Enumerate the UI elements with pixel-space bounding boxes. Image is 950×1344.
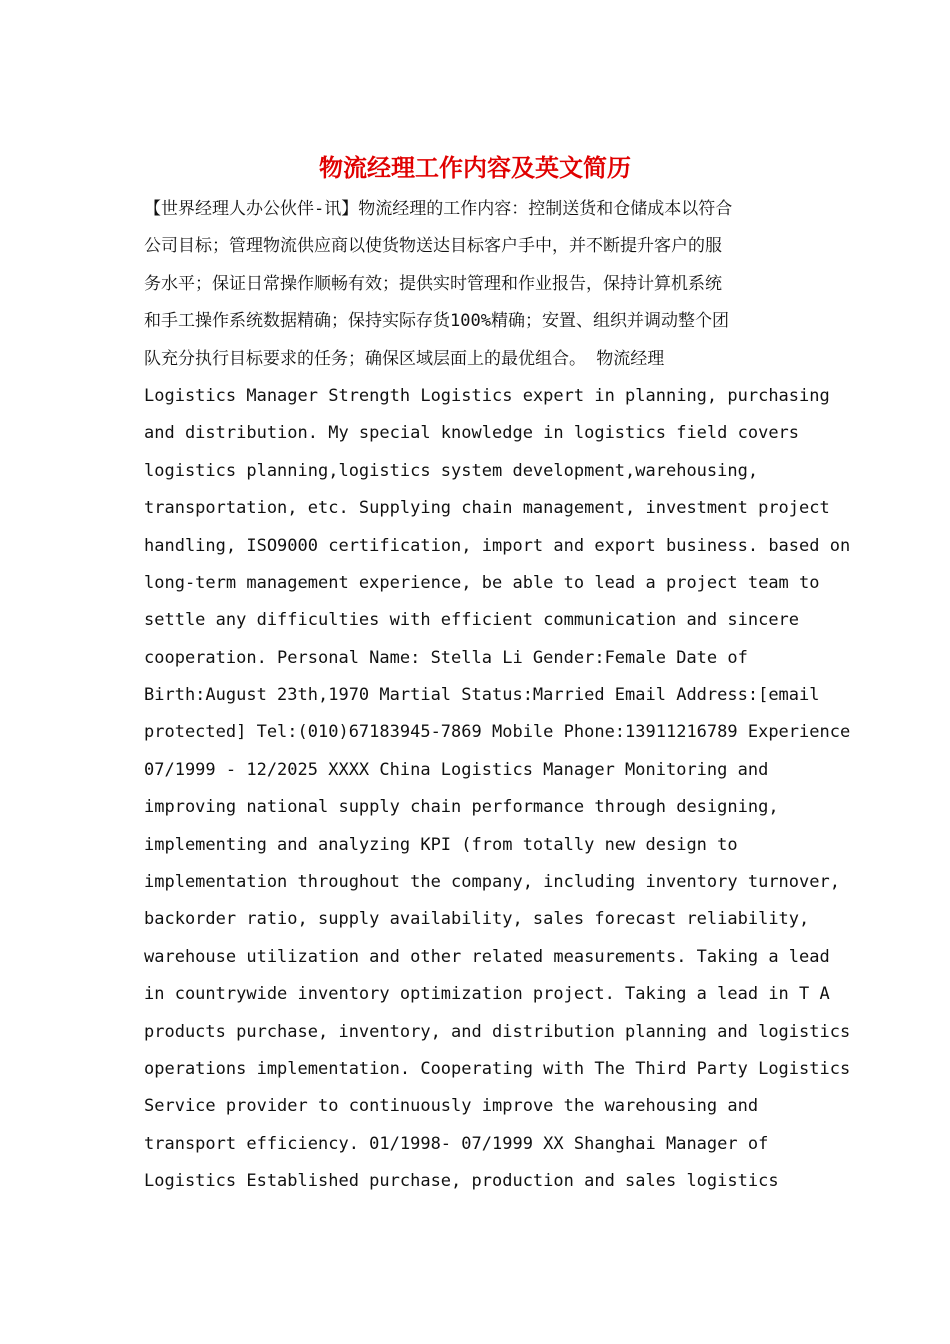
body-line: Service provider to continuously improve the warehousing and	[144, 1096, 759, 1117]
body-line: 【世界经理人办公伙伴-讯】物流经理的工作内容：控制送货和仓储成本以符合	[144, 199, 733, 219]
body-line: cooperation. Personal Name: Stella Li Gender:Female Date of	[144, 647, 748, 668]
body-line: protected] Tel:(010)67183945-7869 Mobile Phone:13911216789 Experience	[144, 722, 851, 743]
body-line: products purchase, inventory, and distribution planning and logistics	[144, 1021, 851, 1042]
body-line: Logistics Established purchase, production and sales logistics	[144, 1171, 779, 1192]
body-line: settle any difficulties with efficient communication and sincere	[144, 610, 800, 631]
body-line: and distribution. My special knowledge in logistics field covers	[144, 423, 800, 444]
body-line: backorder ratio, supply availability, sales forecast reliability,	[144, 909, 810, 930]
body-line: Logistics Manager Strength Logistics expert in planning, purchasing	[144, 385, 830, 406]
body-line: handling, ISO9000 certification, import and export business. based on	[144, 535, 851, 556]
body-line: logistics planning,logistics system development,warehousing,	[144, 460, 759, 481]
body-line: transportation, etc. Supplying chain management, investment project	[144, 498, 830, 519]
body-line: 队充分执行目标要求的任务；确保区域层面上的最优组合。 物流经理	[144, 348, 665, 369]
body-line: long-term management experience, be able to lead a project team to	[144, 572, 820, 593]
body-line: improving national supply chain performance through designing,	[144, 797, 779, 818]
body-line: 和手工操作系统数据精确；保持实际存货100%精确；安置、组织并调动整个团	[144, 311, 729, 332]
body-line: 务水平；保证日常操作顺畅有效；提供实时管理和作业报告，保持计算机系统	[144, 273, 722, 294]
document-body	[144, 191, 851, 1201]
body-line: transport efficiency. 01/1998- 07/1999 XX Shanghai Manager of	[144, 1133, 769, 1154]
body-line: 公司目标；管理物流供应商以使货物送达目标客户手中，并不断提升客户的服	[144, 236, 722, 257]
body-line: implementation throughout the company, including inventory turnover,	[144, 872, 840, 893]
body-line: operations implementation. Cooperating with The Third Party Logistics	[144, 1058, 851, 1079]
body-line: Birth:August 23th,1970 Martial Status:Married Email Address:[email	[144, 685, 820, 706]
body-line: implementing and analyzing KPI (from totally new design to	[144, 834, 738, 855]
body-line: warehouse utilization and other related measurements. Taking a lead	[144, 946, 830, 967]
body-line: in countrywide inventory optimization project. Taking a lead in T A	[144, 984, 830, 1005]
body-line: 07/1999 - 12/2025 XXXX China Logistics Manager Monitoring and	[144, 759, 769, 780]
document-title: 物流经理工作内容及英文简历	[319, 153, 631, 182]
